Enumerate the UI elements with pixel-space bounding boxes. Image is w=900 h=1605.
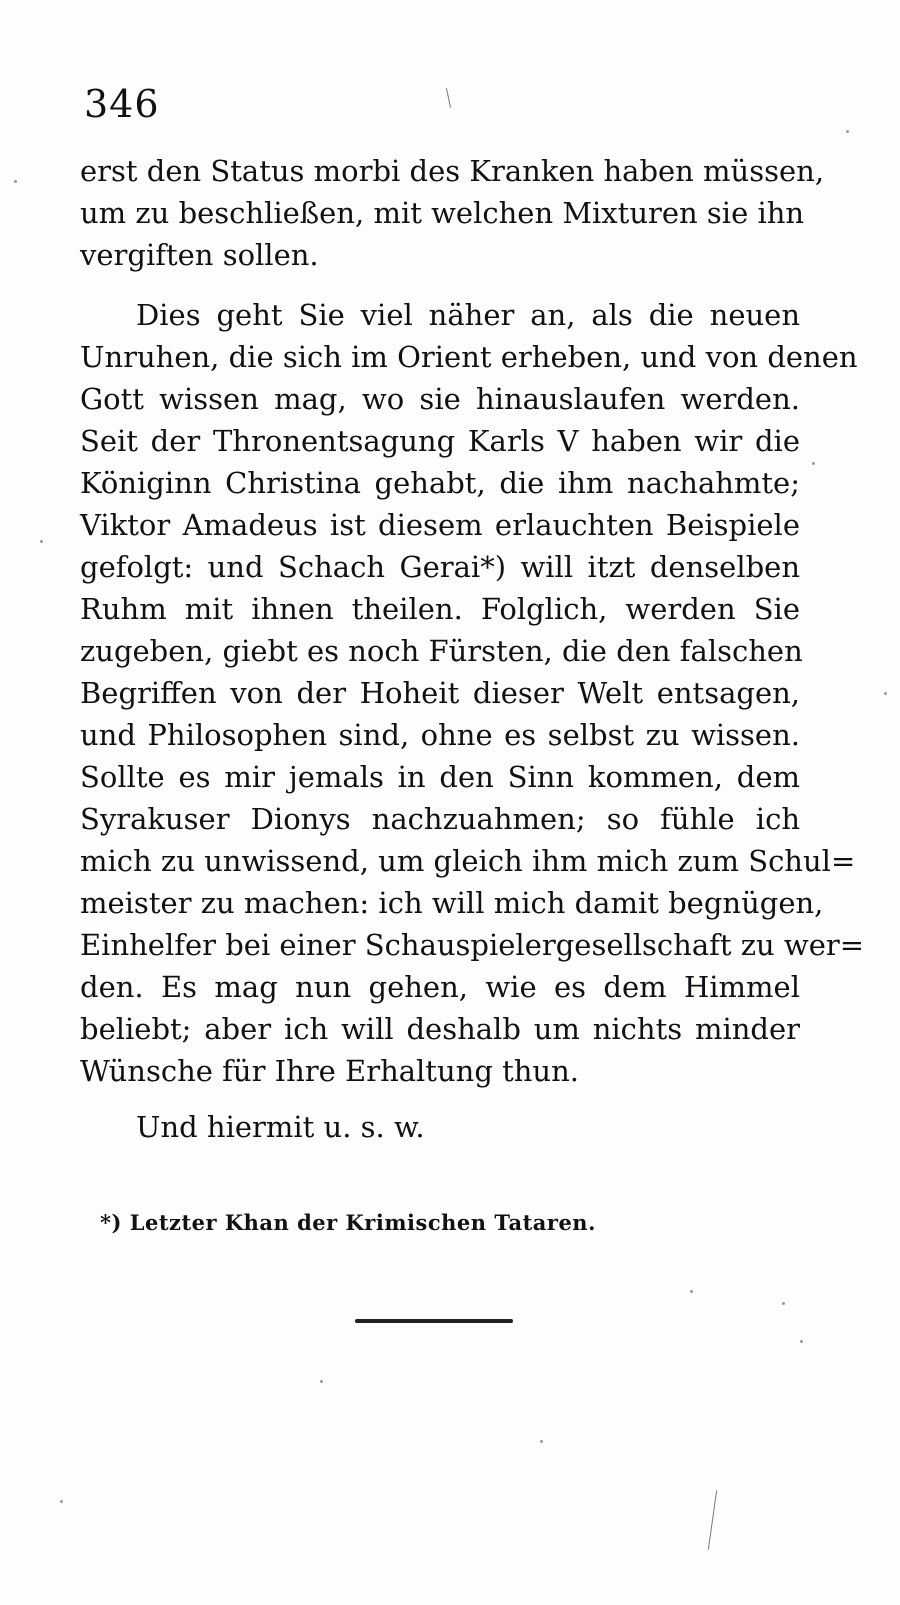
text-line: Dies geht Sie viel näher an, als die neuen bbox=[136, 298, 800, 332]
text-line: Ruhm mit ihnen theilen. Folglich, werden Sie bbox=[80, 592, 800, 626]
text-line: mich zu unwissend, um gleich ihm mich zum Schul= bbox=[80, 844, 856, 878]
paper-speck bbox=[14, 180, 17, 183]
text-line: um zu beschließen, mit welchen Mixturen sie ihn bbox=[80, 196, 805, 230]
text-line: den. Es mag nun gehen, wie es dem Himmel bbox=[80, 970, 800, 1004]
text-line: vergiften sollen. bbox=[80, 238, 319, 272]
text-line: Einhelfer bei einer Schauspielergesellschaft zu wer= bbox=[80, 928, 865, 962]
text-line: Unruhen, die sich im Orient erheben, und von denen bbox=[80, 340, 858, 374]
paper-scratch bbox=[446, 88, 451, 108]
text-line: Wünsche für Ihre Erhaltung thun. bbox=[80, 1054, 580, 1088]
paper-speck bbox=[690, 1290, 693, 1293]
paper-speck bbox=[60, 1500, 63, 1503]
text-line: Viktor Amadeus ist diesem erlauchten Beispiele bbox=[80, 508, 800, 542]
text-line: Und hiermit u. s. w. bbox=[136, 1110, 425, 1144]
text-line: Königinn Christina gehabt, die ihm nachahmte; bbox=[80, 466, 800, 500]
paper-speck bbox=[320, 1380, 323, 1383]
text-line: zugeben, giebt es noch Fürsten, die den falschen bbox=[80, 634, 803, 668]
text-line: beliebt; aber ich will deshalb um nichts minder bbox=[80, 1012, 800, 1046]
page-number: 346 bbox=[84, 82, 160, 126]
text-line: meister zu machen: ich will mich damit begnügen, bbox=[80, 886, 824, 920]
paper-speck bbox=[884, 692, 887, 695]
paper-speck bbox=[846, 130, 849, 133]
paper-speck bbox=[540, 1440, 543, 1443]
paper-speck bbox=[40, 540, 43, 543]
paragraph-1 bbox=[80, 150, 825, 276]
paper-scratch bbox=[708, 1490, 717, 1550]
text-line: Seit der Thronentsagung Karls V haben wir die bbox=[80, 424, 800, 458]
text-line: Begriffen von der Hoheit dieser Welt entsagen, bbox=[80, 676, 800, 710]
text-line: Gott wissen mag, wo sie hinauslaufen werden. bbox=[80, 382, 800, 416]
paragraph-2 bbox=[80, 294, 865, 1092]
text-line: erst den Status morbi des Kranken haben müssen, bbox=[80, 154, 825, 188]
footnote: *) Letzter Khan der Krimischen Tataren. bbox=[100, 1210, 596, 1235]
paper-speck bbox=[782, 1302, 785, 1305]
text-line: und Philosophen sind, ohne es selbst zu wissen. bbox=[80, 718, 800, 752]
text-line: gefolgt: und Schach Gerai*) will itzt denselben bbox=[80, 550, 800, 584]
text-line: Sollte es mir jemals in den Sinn kommen, dem bbox=[80, 760, 800, 794]
paragraph-3 bbox=[136, 1106, 736, 1148]
paper-speck bbox=[800, 1340, 803, 1343]
paper-speck bbox=[812, 462, 815, 465]
text-line: Syrakuser Dionys nachzuahmen; so fühle ich bbox=[80, 802, 800, 836]
end-rule bbox=[355, 1319, 513, 1323]
